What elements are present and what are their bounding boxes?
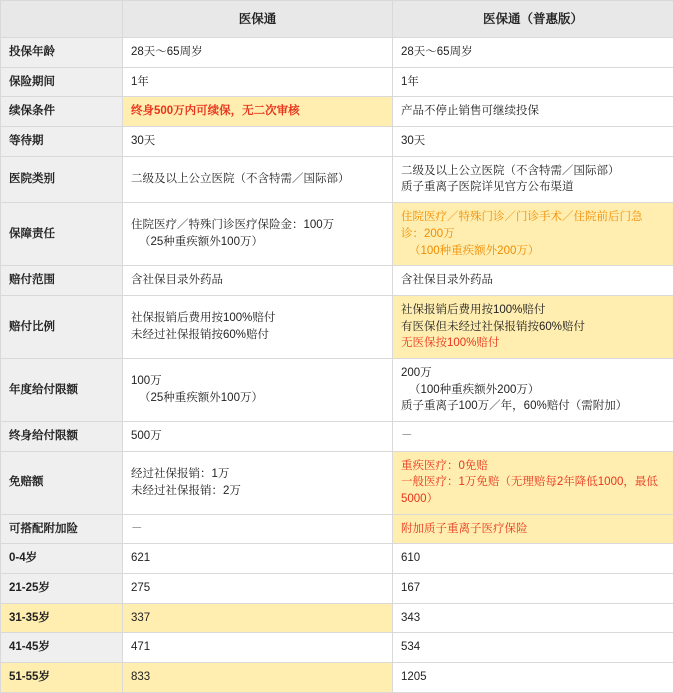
row-label: 保障责任: [1, 203, 123, 266]
table-cell-product-1: [123, 662, 393, 692]
table-row: [1, 38, 673, 68]
header-row: [1, 1, 673, 38]
table-cell-product-2: [393, 127, 673, 157]
table-cell-product-1: [123, 573, 393, 603]
cell-line: 100万: [131, 373, 384, 390]
table-row: [1, 127, 673, 157]
row-label: 可搭配附加险: [1, 514, 123, 544]
cell-line: －: [401, 428, 665, 445]
cell-line: 500万: [131, 428, 384, 445]
cell-line: 30天: [131, 133, 384, 150]
table-cell-product-2: [393, 38, 673, 68]
table-cell-product-2: [393, 156, 673, 202]
cell-line: 610: [401, 550, 665, 567]
table-row: [1, 266, 673, 296]
cell-line: 产品不停止销售可继续投保: [401, 103, 665, 120]
row-label: 51-55岁: [1, 662, 123, 692]
cell-line: 含社保目录外药品: [401, 272, 665, 289]
cell-line: 1年: [401, 74, 665, 91]
cell-line: 住院医疗／特殊门诊医疗保险金：100万: [131, 217, 384, 234]
table-row: [1, 358, 673, 421]
cell-line: （100种重疾额外200万）: [401, 382, 665, 399]
cell-line: 含社保目录外药品: [131, 272, 384, 289]
table-row: [1, 156, 673, 202]
row-label: 医院类别: [1, 156, 123, 202]
table-cell-product-2: [393, 544, 673, 574]
row-label: 31-35岁: [1, 603, 123, 633]
row-label: 投保年龄: [1, 38, 123, 68]
table-row: [1, 514, 673, 544]
cell-line: 275: [131, 580, 384, 597]
cell-line: 附加质子重离子医疗保险: [401, 521, 665, 538]
row-label: 等待期: [1, 127, 123, 157]
cell-line: 1205: [401, 669, 665, 686]
table-cell-product-2: [393, 573, 673, 603]
table-cell-product-1: [123, 67, 393, 97]
row-label: 终身给付限额: [1, 421, 123, 451]
table-cell-product-1: [123, 295, 393, 358]
cell-line: （25种重疾额外100万）: [131, 234, 384, 251]
table-cell-product-1: [123, 633, 393, 663]
cell-line: 二级及以上公立医院（不含特需／国际部）: [401, 163, 665, 180]
cell-line: 社保报销后费用按100%赔付: [401, 302, 665, 319]
table-row: [1, 421, 673, 451]
row-label: 续保条件: [1, 97, 123, 127]
table-row: [1, 573, 673, 603]
cell-line: 终身500万内可续保，无二次审核: [131, 103, 384, 120]
cell-line: 28天～65周岁: [131, 44, 384, 61]
cell-line: （25种重疾额外100万）: [131, 390, 384, 407]
table-cell-product-2: [393, 67, 673, 97]
cell-line: 经过社保报销：1万: [131, 466, 384, 483]
table-cell-product-1: [123, 421, 393, 451]
cell-line: 30天: [401, 133, 665, 150]
table-cell-product-1: [123, 514, 393, 544]
table-cell-product-1: [123, 156, 393, 202]
table-cell-product-1: [123, 266, 393, 296]
table-row: [1, 295, 673, 358]
table-cell-product-1: [123, 544, 393, 574]
cell-line: 质子重离子医院详见官方公布渠道: [401, 179, 665, 196]
table-row: [1, 203, 673, 266]
header-corner: [1, 1, 123, 38]
table-cell-product-2: [393, 451, 673, 514]
cell-line: 社保报销后费用按100%赔付: [131, 310, 384, 327]
table-body: [1, 38, 673, 692]
table-cell-product-2: [393, 358, 673, 421]
table-cell-product-2: [393, 514, 673, 544]
cell-line: 重疾医疗：0免赔: [401, 458, 665, 475]
row-label: 年度给付限额: [1, 358, 123, 421]
cell-line: －: [131, 521, 384, 538]
table-cell-product-1: [123, 451, 393, 514]
table-cell-product-1: [123, 358, 393, 421]
row-label: 21-25岁: [1, 573, 123, 603]
row-label: 免赔额: [1, 451, 123, 514]
row-label: 赔付范围: [1, 266, 123, 296]
table-cell-product-2: [393, 97, 673, 127]
table-cell-product-2: [393, 266, 673, 296]
table-cell-product-1: [123, 38, 393, 68]
cell-line: 28天～65周岁: [401, 44, 665, 61]
row-label: 保险期间: [1, 67, 123, 97]
row-label: 0-4岁: [1, 544, 123, 574]
cell-line: 833: [131, 669, 384, 686]
table-cell-product-2: [393, 662, 673, 692]
table-row: [1, 544, 673, 574]
cell-line: 二级及以上公立医院（不含特需／国际部）: [131, 171, 384, 188]
cell-line: 534: [401, 639, 665, 656]
cell-line: 1年: [131, 74, 384, 91]
table-row: [1, 67, 673, 97]
cell-line: 无医保按100%赔付: [401, 335, 665, 352]
row-label: 赔付比例: [1, 295, 123, 358]
table-cell-product-1: [123, 97, 393, 127]
cell-line: 167: [401, 580, 665, 597]
table-header: [1, 1, 673, 38]
cell-line: 未经过社保报销按60%赔付: [131, 327, 384, 344]
cell-line: 一般医疗：1万免赔（无理赔每2年降低1000，最低5000）: [401, 474, 665, 507]
header-product-2: 医保通（普惠版）: [393, 1, 673, 38]
table-cell-product-2: [393, 203, 673, 266]
cell-line: 质子重离子100万／年，60%赔付（需附加）: [401, 398, 665, 415]
table-cell-product-2: [393, 633, 673, 663]
row-label: 41-45岁: [1, 633, 123, 663]
cell-line: 343: [401, 610, 665, 627]
header-product-1: 医保通: [123, 1, 393, 38]
cell-line: 471: [131, 639, 384, 656]
cell-line: 住院医疗／特殊门诊／门诊手术／住院前后门急诊：200万: [401, 209, 665, 242]
table-row: [1, 633, 673, 663]
cell-line: （100种重疾额外200万）: [401, 243, 665, 260]
table-row: [1, 662, 673, 692]
table-row: [1, 451, 673, 514]
cell-line: 621: [131, 550, 384, 567]
cell-line: 未经过社保报销：2万: [131, 483, 384, 500]
cell-line: 200万: [401, 365, 665, 382]
table-cell-product-1: [123, 203, 393, 266]
cell-line: 337: [131, 610, 384, 627]
cell-line: 有医保但未经过社保报销按60%赔付: [401, 319, 665, 336]
table-cell-product-1: [123, 127, 393, 157]
table-cell-product-2: [393, 295, 673, 358]
table-cell-product-2: [393, 421, 673, 451]
table-row: [1, 97, 673, 127]
